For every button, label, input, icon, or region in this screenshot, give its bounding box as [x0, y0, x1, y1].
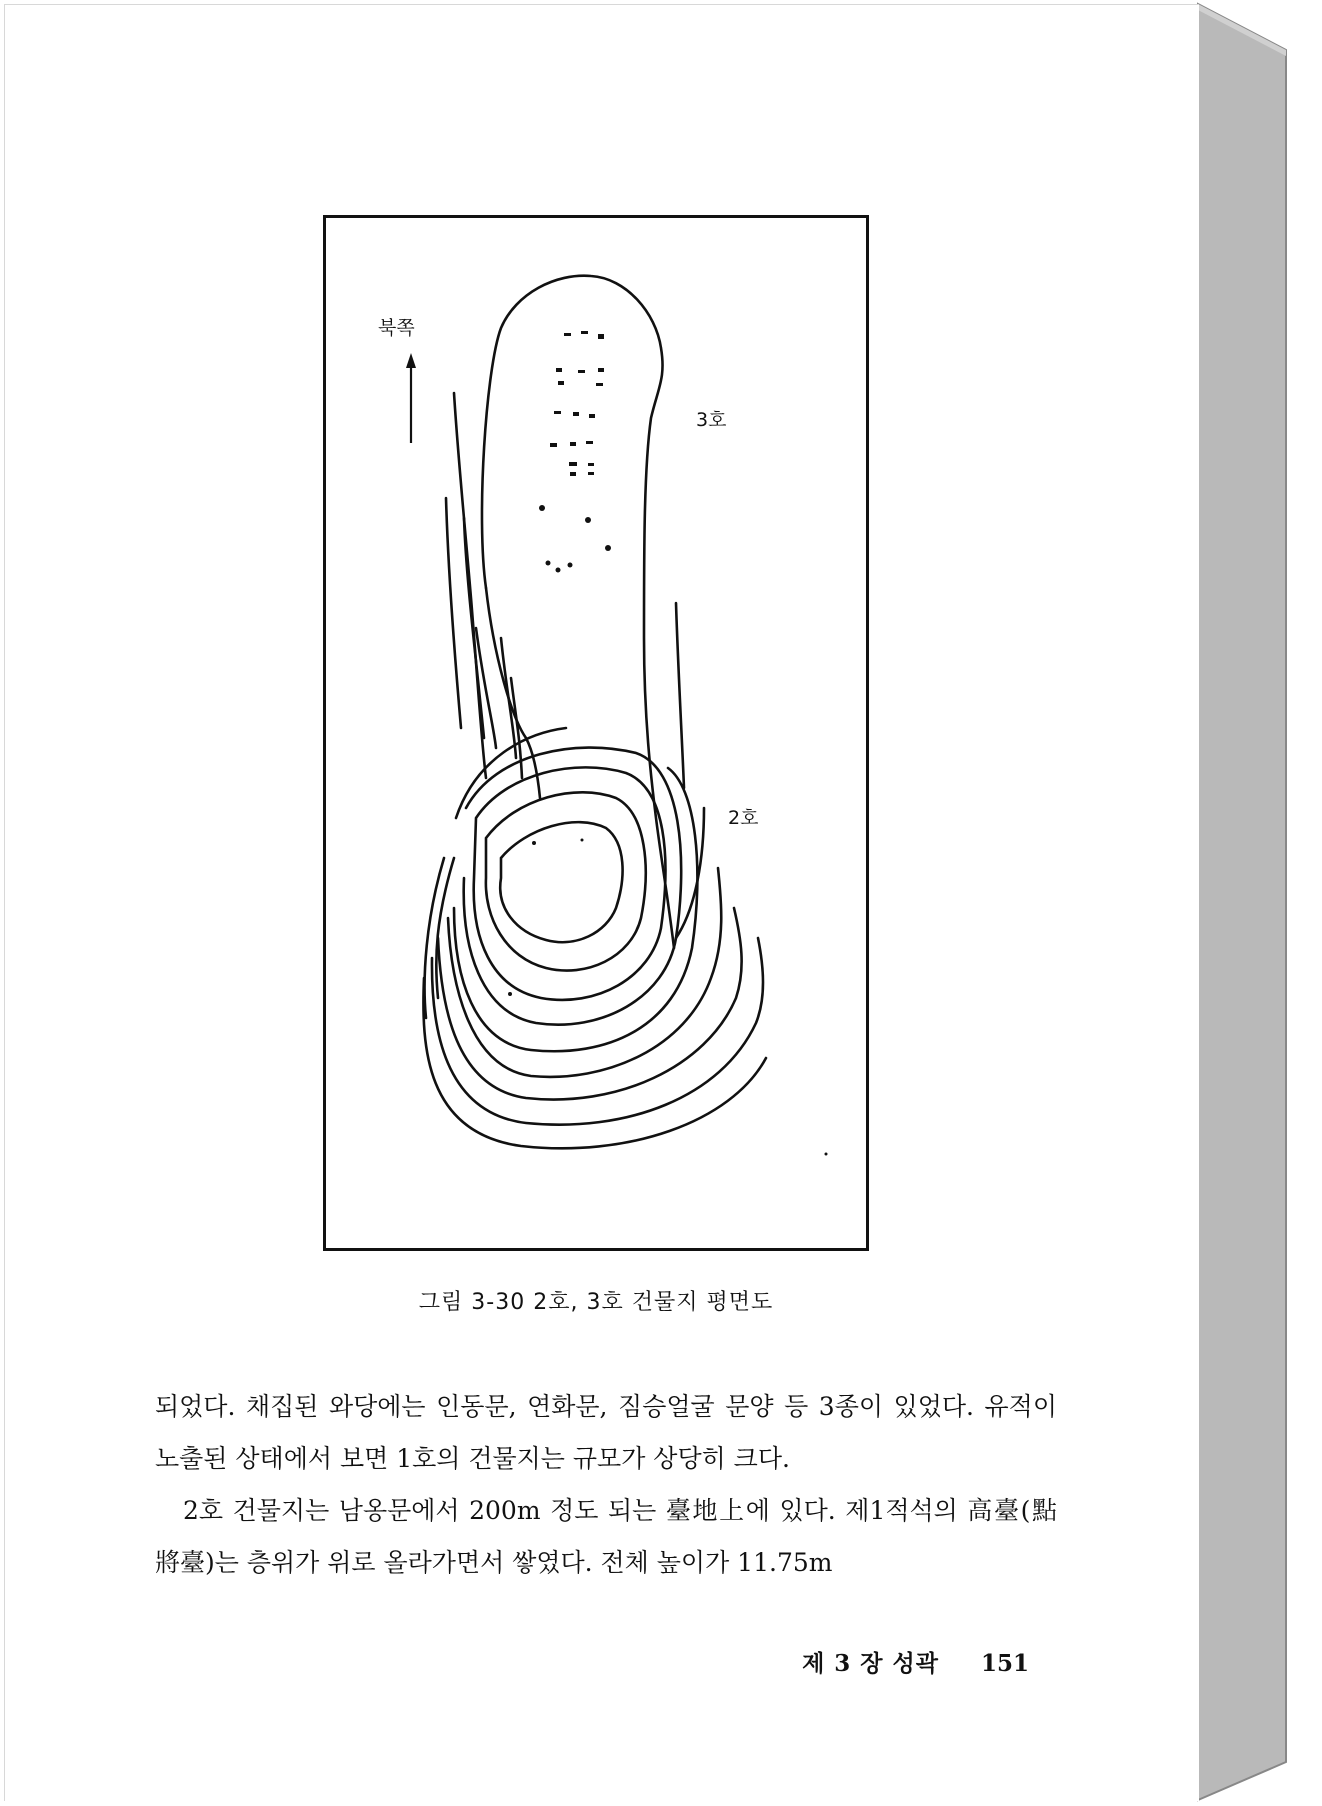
posthole-marks	[508, 331, 828, 1156]
label-2ho: 2호	[728, 807, 759, 829]
running-footer	[802, 1645, 1029, 1678]
body-paragraph-1: 되었다. 채집된 와당에는 인동문, 연화문, 짐승얼굴 문양 등 3종이 있었다. 유적이 노출된 상태에서 보면 1호의 건물지는 규모가 상당히 크다.	[155, 1392, 1057, 1473]
north-arrow-icon	[406, 353, 416, 443]
body-paragraph-2: 2호 건물지는 남옹문에서 200m 정도 되는 臺地上에 있다. 제1적석의 高臺(點將臺)는 층위가 위로 올라가면서 쌓였다. 전체 높이가 11.75m	[155, 1496, 1057, 1577]
figure-caption: 그림 3-30 2호, 3호 건물지 평면도	[418, 1290, 774, 1315]
chapter-title: 제 3 장 성곽	[802, 1650, 939, 1677]
figure-frame	[323, 215, 869, 1251]
label-3ho: 3호	[696, 409, 727, 431]
body-text	[155, 1381, 1057, 1589]
page-number: 151	[980, 1650, 1029, 1677]
document-page	[4, 4, 1199, 1801]
contour-plan-drawing	[326, 218, 866, 1248]
north-label: 북쪽	[378, 317, 415, 339]
contour-lines	[423, 276, 766, 1149]
